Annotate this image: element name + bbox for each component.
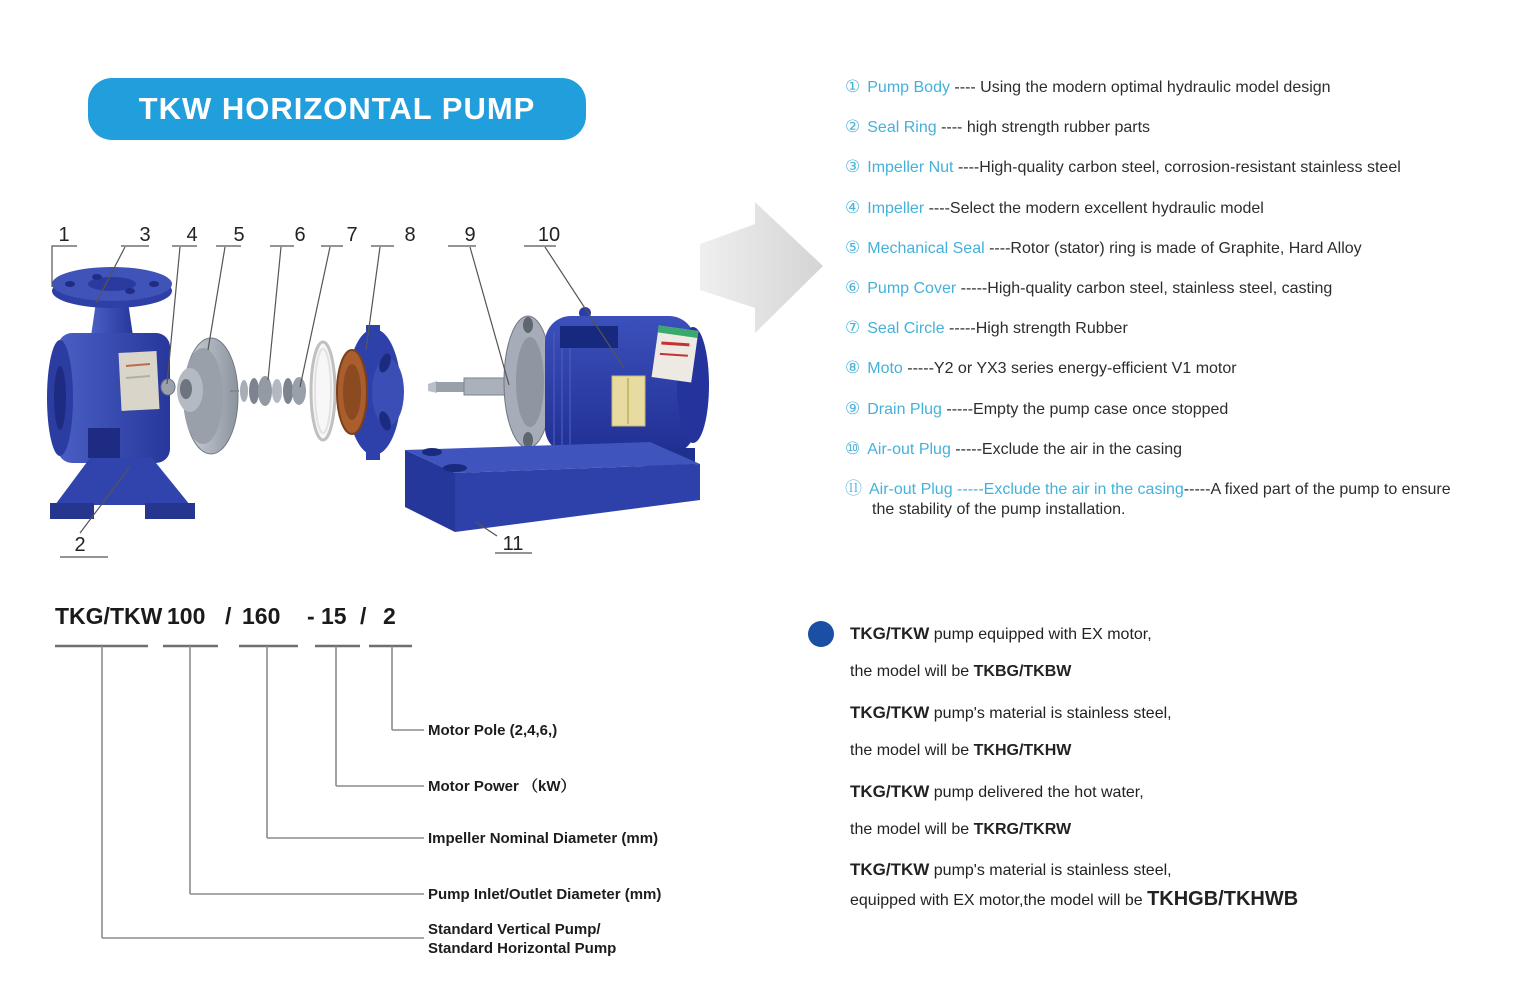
seal-circle-ring <box>311 342 335 440</box>
variant-line: equipped with EX motor,the model will be TKHGB/TKHWB <box>850 888 1299 910</box>
title-banner <box>88 78 586 140</box>
arrow-right-icon <box>700 202 823 333</box>
circled-number-icon: ⑧ <box>845 358 861 378</box>
circled-number-icon: ⑥ <box>845 277 861 297</box>
variant-line: the model will be TKBG/TKBW <box>850 663 1072 680</box>
circled-number-icon: ⑤ <box>845 237 861 257</box>
callout-10: 10 <box>537 224 561 246</box>
callout-9: 9 <box>464 224 476 246</box>
circled-number-icon: ③ <box>845 157 861 177</box>
model-series: TKG/TKW <box>55 603 163 629</box>
legend-item-1: ① Pump Body ---- Using the modern optimal hydraulic model design <box>845 77 1331 96</box>
circled-number-icon: ⑩ <box>845 438 861 458</box>
legend-item-6: ⑥ Pump Cover -----High-quality carbon steel, stainless steel, casting <box>845 277 1333 297</box>
circled-number-icon: ⑦ <box>845 318 861 338</box>
model-inlet: 100 <box>167 603 206 629</box>
callout-1: 1 <box>58 224 70 246</box>
model-pole: 2 <box>383 603 396 629</box>
variant-line: TKG/TKW pump equipped with EX motor, <box>850 624 1152 643</box>
base-plate <box>405 442 700 532</box>
label-impeller-diameter: Impeller Nominal Diameter (mm) <box>428 830 659 847</box>
circled-number-icon: ⑨ <box>845 398 861 418</box>
model-slash: / <box>225 603 232 629</box>
callout-3: 3 <box>139 224 151 246</box>
model-slash2: / <box>360 603 367 629</box>
label-motor-power: Motor Power （kW） <box>428 778 576 795</box>
label-pump-diameter: Pump Inlet/Outlet Diameter (mm) <box>428 886 662 903</box>
legend-item-11: ⑪ Air-out Plug -----Exclude the air in the casing-----A fixed part of the pump to ensure the stability of the pump installation. <box>845 478 1451 518</box>
circled-number-icon: ④ <box>845 197 861 217</box>
model-dash: - <box>307 603 315 629</box>
legend-item-7: ⑦ Seal Circle -----High strength Rubber <box>845 318 1128 338</box>
callout-6: 6 <box>294 224 306 246</box>
model-power: 15 <box>321 603 347 629</box>
legend-item-8: ⑧ Moto -----Y2 or YX3 series energy-efficient V1 motor <box>845 358 1237 378</box>
variant-line: TKG/TKW pump delivered the hot water, <box>850 782 1144 801</box>
callout-8: 8 <box>404 224 416 246</box>
motor <box>428 307 709 454</box>
variant-line: the model will be TKRG/TKRW <box>850 821 1072 838</box>
legend-item-9: ⑨ Drain Plug -----Empty the pump case once stopped <box>845 398 1229 418</box>
variant-line: TKG/TKW pump's material is stainless steel, <box>850 703 1172 722</box>
variant-line: TKG/TKW pump's material is stainless steel, <box>850 860 1172 879</box>
callout-2: 2 <box>74 534 86 556</box>
legend-item-10: ⑩ Air-out Plug -----Exclude the air in the casing <box>845 438 1183 458</box>
callout-11: 11 <box>502 533 524 555</box>
model-impeller: 160 <box>242 603 281 629</box>
label-pump-type: Standard Vertical Pump/ Standard Horizontal Pump <box>428 921 617 957</box>
bullet-icon <box>808 621 834 647</box>
pump-exploded-diagram <box>25 195 835 575</box>
label-motor-pole: Motor Pole (2,4,6,) <box>428 722 558 739</box>
callout-4: 4 <box>186 224 198 246</box>
circled-number-icon: ② <box>845 117 861 137</box>
circled-number-icon: ⑪ <box>845 478 862 498</box>
model-code-tree-lines <box>40 640 440 960</box>
legend-item-3: ③ Impeller Nut ----High-quality carbon steel, corrosion-resistant stainless steel <box>845 157 1401 177</box>
pump-cover <box>337 325 404 460</box>
legend-item-5: ⑤ Mechanical Seal ----Rotor (stator) ring is made of Graphite, Hard Alloy <box>845 237 1362 257</box>
parts-legend <box>845 77 1477 520</box>
legend-item-2: ② Seal Ring ---- high strength rubber parts <box>845 117 1151 137</box>
page-title: TKW HORIZONTAL PUMP <box>138 91 536 126</box>
variant-line: the model will be TKHG/TKHW <box>850 742 1072 759</box>
circled-number-icon: ① <box>845 77 861 96</box>
impeller <box>161 338 238 454</box>
callout-7: 7 <box>346 224 358 246</box>
callout-5: 5 <box>233 224 245 246</box>
legend-item-4: ④ Impeller ----Select the modern excellent hydraulic model <box>845 197 1264 217</box>
mechanical-seal-parts <box>230 376 306 406</box>
